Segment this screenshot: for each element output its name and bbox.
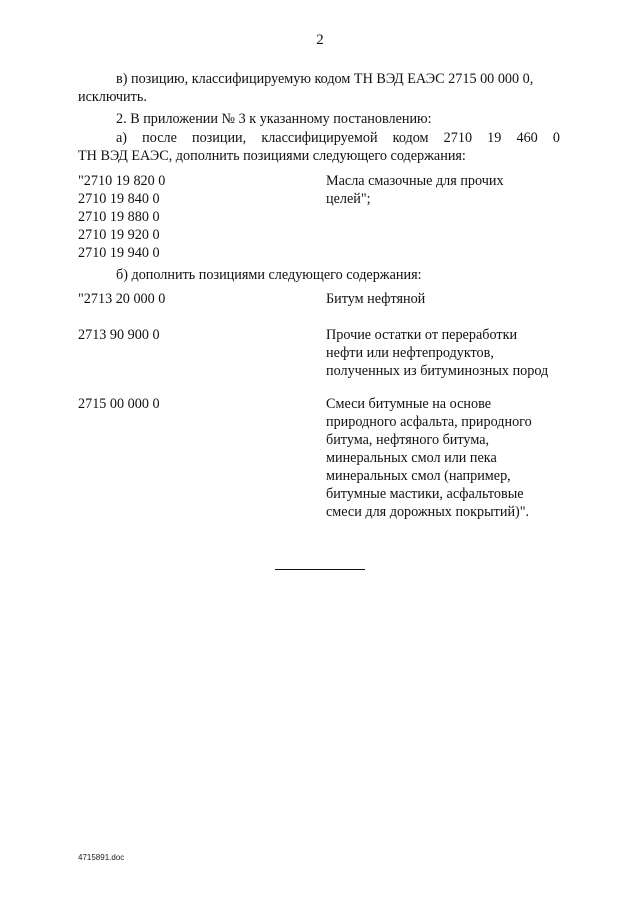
description-line: минеральных смол (например, [326,468,511,484]
code-item: 2713 90 900 0 [78,327,160,343]
code-item: "2713 20 000 0 [78,291,166,307]
code-item: 2715 00 000 0 [78,396,160,412]
code-item: 2710 19 920 0 [78,227,160,243]
description-2713-90 [326,326,576,380]
description-a [326,172,576,208]
code-item: 2710 19 840 0 [78,191,160,207]
paragraph-2 [78,110,560,128]
description-line: природного асфальта, природного [326,414,532,430]
paragraph-v [78,70,560,106]
code-2715-00 [78,395,278,413]
description-line: смеси для дорожных покрытий)". [326,504,530,520]
code-2713-90 [78,326,278,344]
code-list-a [78,172,278,262]
description-line: Масла смазочные для прочих [326,173,504,189]
paragraph-v-line-2: исключить. [78,89,147,105]
paragraph-a-line-2: ТН ВЭД ЕАЭС, дополнить позициями следующего содержания: [78,148,466,164]
paragraph-2-line: 2. В приложении № 3 к указанному постановлению: [116,111,432,127]
code-2713-20 [78,290,278,308]
description-line: минеральных смол или пека [326,450,497,466]
paragraph-a [78,129,560,165]
paragraph-a-line-1: а) после позиции, классифицируемой кодом 2710 19 460 0 [116,130,560,146]
footer-filename: 4715891.doc [78,853,125,862]
paragraph-v-line-1: в) позицию, классифицируемую кодом ТН ВЭД ЕАЭС 2715 00 000 0, [116,71,534,87]
description-line: Битум нефтяной [326,291,426,307]
description-line: целей"; [326,191,371,207]
paragraph-b [78,266,560,284]
closing-rule [275,569,365,570]
paragraph-b-line: б) дополнить позициями следующего содержания: [116,267,422,283]
description-line: битума, нефтяного битума, [326,432,490,448]
description-2713-20 [326,290,576,308]
description-line: полученных из битуминозных пород [326,363,549,379]
description-line: битумные мастики, асфальтовые [326,486,524,502]
code-item: 2710 19 940 0 [78,245,160,261]
code-item: "2710 19 820 0 [78,173,166,189]
description-line: нефти или нефтепродуктов, [326,345,494,361]
page-number: 2 [316,32,324,48]
description-2715-00 [326,395,576,521]
code-item: 2710 19 880 0 [78,209,160,225]
description-line: Смеси битумные на основе [326,396,491,412]
description-line: Прочие остатки от переработки [326,327,518,343]
